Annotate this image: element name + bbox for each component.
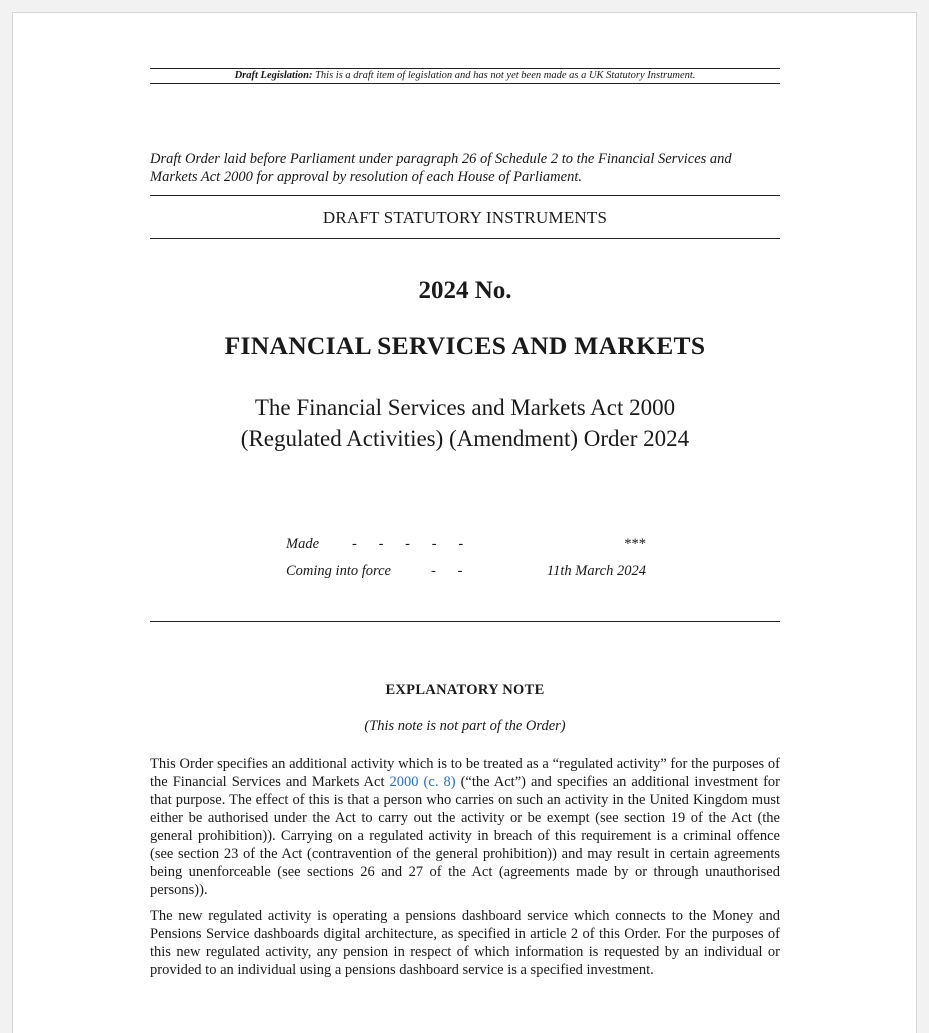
instrument-title	[150, 392, 780, 454]
p1-text-end: (“the Act”) and specifies an additional investment for that purpose. The effect of this is that a person who carries on such an activity in the United Kingdom must either be authorised under the Act to carry out the activity or be exempt (see section 19 of the Act (the general prohibition)). Carrying on a regulated activity in breach of this requirement is a criminal offence (see section 23 of the Act (contravention of the general prohibition)) and may result in certain agreements being unenforceable (see sections 26 and 27 of the Act (agreements made by or through unauthorised persons)).	[150, 774, 780, 898]
coming-into-force-value: 11th March 2024	[546, 563, 646, 579]
rule-below-dates	[150, 621, 780, 622]
rule-top	[150, 195, 780, 196]
made-dashes: - - - - -	[352, 536, 464, 552]
made-label: Made	[286, 536, 320, 552]
explanatory-paragraph-2: The new regulated activity is operating a pensions dashboard service which connects to the Money and Pensions Service dashboards digital architecture, as specified in article 2 of this Order. For the purposes of this new regulated activity, any pension in respect of which information is requested by an individual or provided to an individual using a pensions dashboard service is a specified investment.	[150, 908, 780, 978]
year-number: 2024 No.	[418, 277, 512, 304]
banner-text: This is a draft item of legislation and has not yet been made as a UK Statutory Instrument.	[312, 70, 696, 81]
coming-into-force-dashes: - -	[431, 563, 463, 579]
explanatory-paragraph-1	[150, 755, 780, 899]
draft-legislation-banner	[150, 68, 780, 84]
title-line-1: The Financial Services and Markets Act 2000	[254, 395, 676, 420]
title-line-2: (Regulated Activities) (Amendment) Order 2024	[240, 426, 690, 451]
coming-into-force-row	[286, 563, 646, 581]
document-page	[12, 12, 917, 1033]
act-citation-link[interactable]: 2000 (c. 8)	[389, 774, 456, 790]
explanatory-note-subheading: (This note is not part of the Order)	[364, 718, 566, 734]
laid-before-statement: Draft Order laid before Parliament under paragraph 26 of Schedule 2 to the Financial Services and Markets Act 2000 for approval by resolution of each House of Parliament.	[150, 151, 732, 185]
subject-heading: FINANCIAL SERVICES AND MARKETS	[224, 331, 706, 360]
coming-into-force-label: Coming into force	[286, 563, 391, 579]
explanatory-note-heading: EXPLANATORY NOTE	[385, 682, 545, 698]
series-heading: DRAFT STATUTORY INSTRUMENTS	[322, 208, 608, 227]
rule-below-series	[150, 238, 780, 239]
made-row	[286, 536, 646, 554]
p1-text-start: This Order specifies an additional activity which is to be treated as a “regulated activity” for the purposes of the Financial Services and Markets Act	[150, 756, 780, 790]
made-value: ***	[624, 536, 646, 552]
banner-label: Draft Legislation:	[234, 70, 313, 81]
